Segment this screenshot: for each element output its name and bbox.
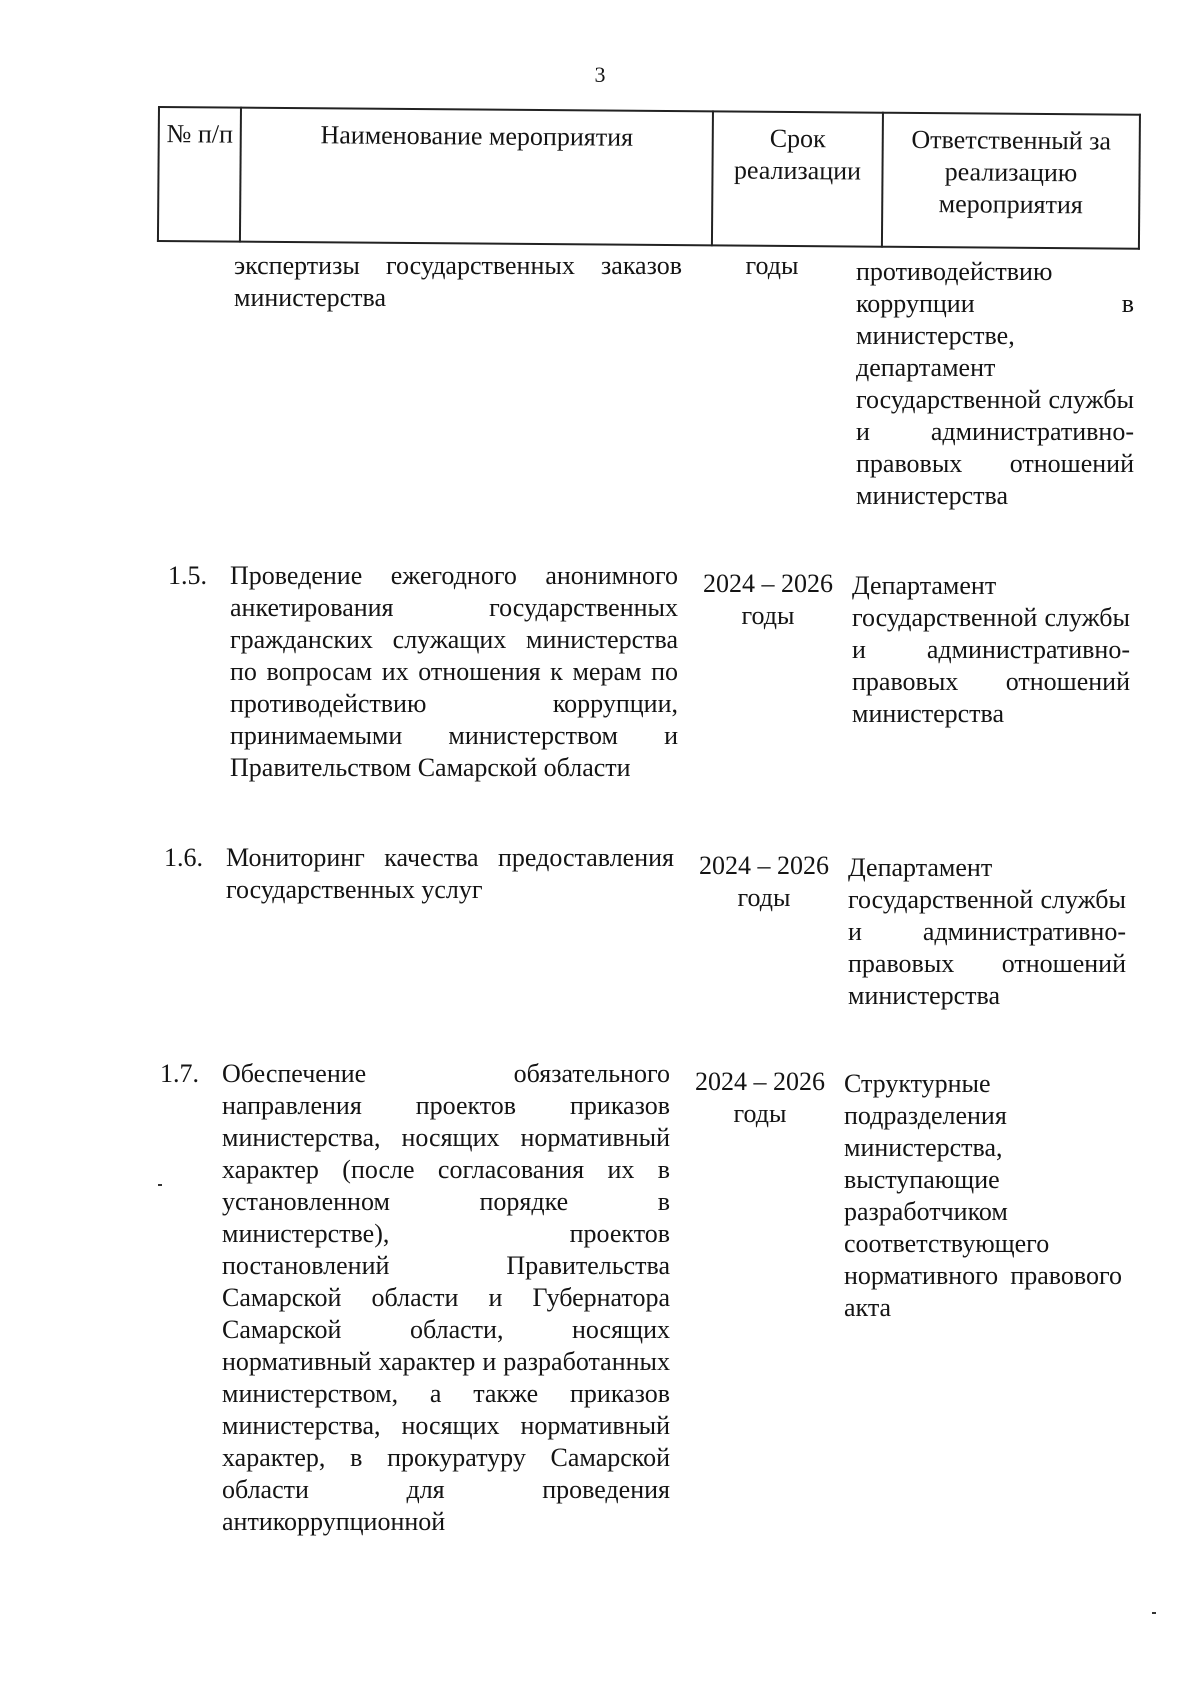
row-name: Проведение ежегодного анонимного анкетирования государственных гражданских служащих министерства по вопросам их отношения к мерам по противодействию коррупции, принимаемыми министерством и Правительством Самарской области: [230, 561, 678, 782]
row-responsible: Департамент государственной службы и административно-правовых отношений министерства: [852, 571, 1130, 728]
row-term: 2024 – 2026 годы: [699, 851, 829, 912]
row-term: 2024 – 2026 годы: [703, 569, 833, 630]
header-responsible: Ответственный за реализацию мероприятия: [882, 113, 1140, 249]
row-name: экспертизы государственных заказов министерства: [234, 251, 682, 312]
row-num: 1.5.: [168, 561, 207, 590]
page-number: 3: [594, 62, 606, 87]
row-name: Мониторинг качества предоставления государственных услуг: [226, 843, 674, 904]
row-term: 2024 – 2026 годы: [695, 1067, 825, 1128]
row-term: годы: [745, 251, 799, 280]
header-name: Наименование мероприятия: [240, 108, 713, 246]
row-num: 1.7.: [160, 1059, 199, 1088]
row-responsible: противодействию коррупции в министерстве, департамент государственной службы и административно-правовых отношений министерства: [856, 257, 1134, 510]
header-num: № п/п: [158, 107, 241, 242]
scan-speck: [158, 1184, 162, 1186]
table-header: [157, 106, 1141, 250]
row-name: Обеспечение обязательного направления проектов приказов министерства, носящих нормативный характер (после согласования их в установленном порядке в министерстве), проектов постановлений Правительства Самарской области и Губернатора Самарской области, носящих нормативный характер и разработанных министерством, а также приказов министерства, носящих нормативный характер, в прокуратуру Самарской области для проведения антикоррупционной: [222, 1059, 670, 1536]
header-term: Срок реализации: [712, 111, 883, 246]
scan-speck: [1152, 1612, 1156, 1614]
row-responsible: Департамент государственной службы и административно-правовых отношений министерства: [848, 853, 1126, 1010]
row-responsible: Структурные подразделения министерства, выступающие разработчиком соответствующего нормативного правового акта: [844, 1069, 1122, 1322]
row-num: 1.6.: [164, 843, 203, 872]
